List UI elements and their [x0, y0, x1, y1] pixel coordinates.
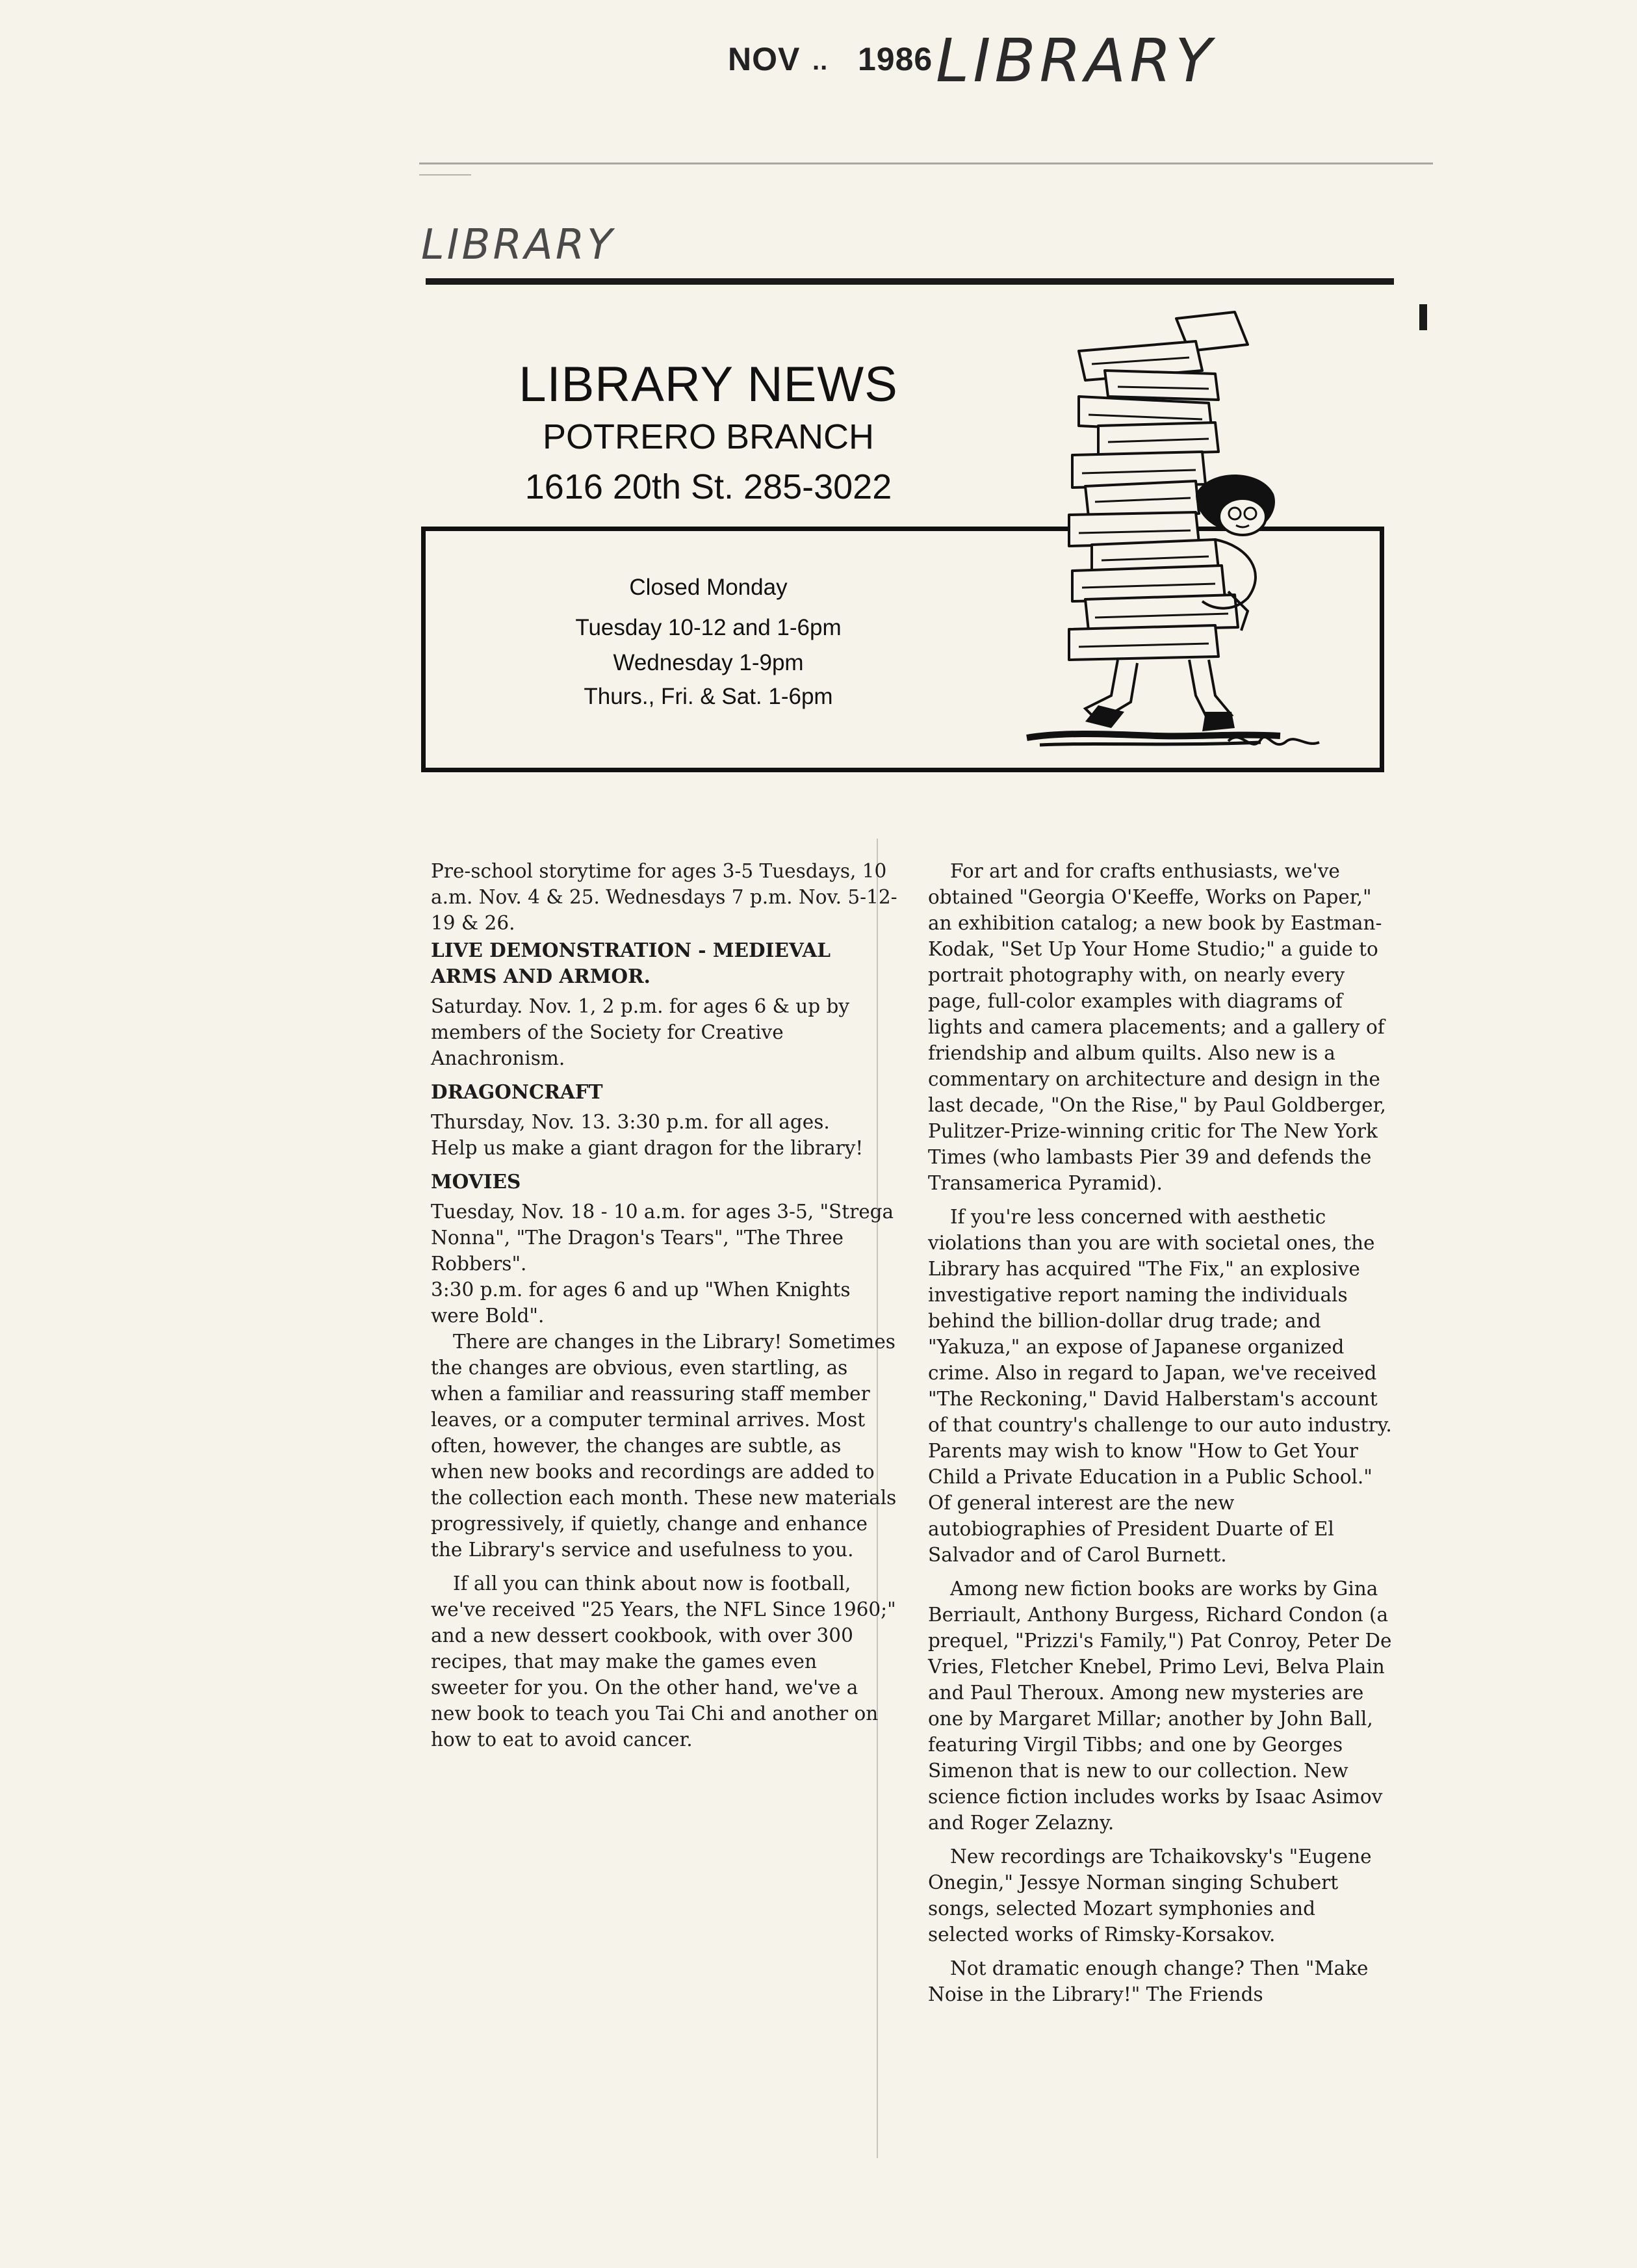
left-column	[431, 858, 899, 1753]
clip-edge-mark	[419, 174, 471, 176]
section-heading: DRAGONCRAFT	[431, 1080, 603, 1103]
dragoncraft-text: Thursday, Nov. 13. 3:30 p.m. for all ages.	[431, 1111, 830, 1133]
clip-edge-line	[419, 163, 1433, 164]
book-icon	[1105, 371, 1218, 400]
movies-text: 3:30 p.m. for ages 6 and up "When Knights were Bold".	[431, 1279, 851, 1327]
branch-name: POTRERO BRANCH	[542, 417, 875, 456]
hours-line: Tuesday 10-12 and 1-6pm	[575, 615, 842, 640]
demonstration-text: Saturday. Nov. 1, 2 p.m. for ages 6 & up by members of the Society for Creative Anachronism.	[431, 995, 850, 1069]
date-stamp-dots: ..	[812, 47, 829, 75]
section-heading: LIVE DEMONSTRATION - MEDIEVAL ARMS AND ARMOR.	[431, 939, 831, 987]
hours-line: Closed Monday	[629, 575, 788, 600]
date-stamp-month: NOV	[728, 41, 801, 77]
storytime-text: Pre-school storytime for ages 3-5 Tuesdays, 10 a.m. Nov. 4 & 25. Wednesdays 7 p.m. Nov. 5-12-19 & 26.	[431, 860, 897, 934]
article-paragraph: If you're less concerned with aesthetic violations than you are with societal ones, the Library has acquired "The Fix," an explosive investigative report naming the individuals behind the billion-dollar drug trade; and "Yakuza," an expose of Japanese organized crime. Also in regard to Japan, we've received "The Reckoning," David Halberstam's account of that country's challenge to our auto industry. Parents may wish to know "How to Get Your Child a Private Education in a Public School." Of general interest are the new autobiographies of President Duarte of El Salvador and of Carol Burnett.	[928, 1206, 1392, 1566]
handwritten-library-side: LIBRARY	[421, 221, 615, 269]
date-stamp-year: 1986	[858, 41, 933, 77]
header-top-rule	[426, 278, 1394, 285]
book-icon	[1069, 625, 1218, 660]
article-paragraph: Among new fiction books are works by Gina Berriault, Anthony Burgess, Richard Condon (a prequel, "Prizzi's Family,") Pat Conroy, Peter De Vries, Fletcher Knebel, Primo Levi, Belva Plain and Paul Theroux. Among new mysteries are one by Margaret Millar; another by John Ball, featuring Virgil Tibbs; and one by Georges Simenon that is new to our collection. New science fiction includes works by Isaac Asimov and Roger Zelazny.	[928, 1578, 1392, 1834]
section-heading: MOVIES	[431, 1170, 521, 1193]
dragoncraft-text: Help us make a giant dragon for the library!	[431, 1137, 864, 1159]
hours-line: Thurs., Fri. & Sat. 1-6pm	[584, 684, 833, 709]
article-paragraph: There are changes in the Library! Sometimes the changes are obvious, even startling, as when a familiar and reassuring staff member leaves, or a computer terminal arrives. Most often, however, the changes are subtle, as when new books and recordings are added to the collection each month. These new materials progressively, if quietly, change and enhance the Library's service and usefulness to you.	[431, 1331, 897, 1561]
face-icon	[1196, 475, 1275, 535]
page-title: LIBRARY NEWS	[519, 357, 898, 412]
right-column	[928, 858, 1396, 2007]
article-paragraph: New recordings are Tchaikovsky's "Eugene Onegin," Jessye Norman singing Schubert songs, selected Mozart symphonies and selected works of Rimsky-Korsakov.	[928, 1845, 1372, 1946]
hours-line: Wednesday 1-9pm	[613, 650, 804, 675]
book-carrier-illustration	[1001, 306, 1365, 761]
branch-address: 1616 20th St. 285-3022	[524, 467, 892, 506]
margin-mark	[1419, 304, 1427, 330]
movies-text: Tuesday, Nov. 18 - 10 a.m. for ages 3-5, "Strega Nonna", "The Dragon's Tears", "The Three Robbers".	[431, 1201, 894, 1275]
article-paragraph: Not dramatic enough change? Then "Make Noise in the Library!" The Friends	[928, 1957, 1369, 2005]
handwritten-library-top: LIBRARY	[936, 26, 1216, 96]
article-paragraph: For art and for crafts enthusiasts, we've obtained "Georgia O'Keeffe, Works on Paper," an exhibition catalog; a new book by Eastman-Kodak, "Set Up Your Home Studio;" a guide to portrait photography with, on nearly every page, full-color examples with diagrams of lights and camera placements; and a gallery of friendship and album quilts. Also new is a commentary on architecture and design in the last decade, "On the Rise," by Paul Goldberger, Pulitzer-Prize-winning critic for The New York Times (who lambasts Pier 39 and defends the Transamerica Pyramid).	[928, 860, 1386, 1194]
article-paragraph: If all you can think about now is football, we've received "25 Years, the NFL Since 1960;" and a new dessert cookbook, with over 300 recipes, that may make the games even sweeter for you. On the other hand, we've a new book to teach you Tai Chi and another on how to eat to avoid cancer.	[431, 1572, 896, 1751]
